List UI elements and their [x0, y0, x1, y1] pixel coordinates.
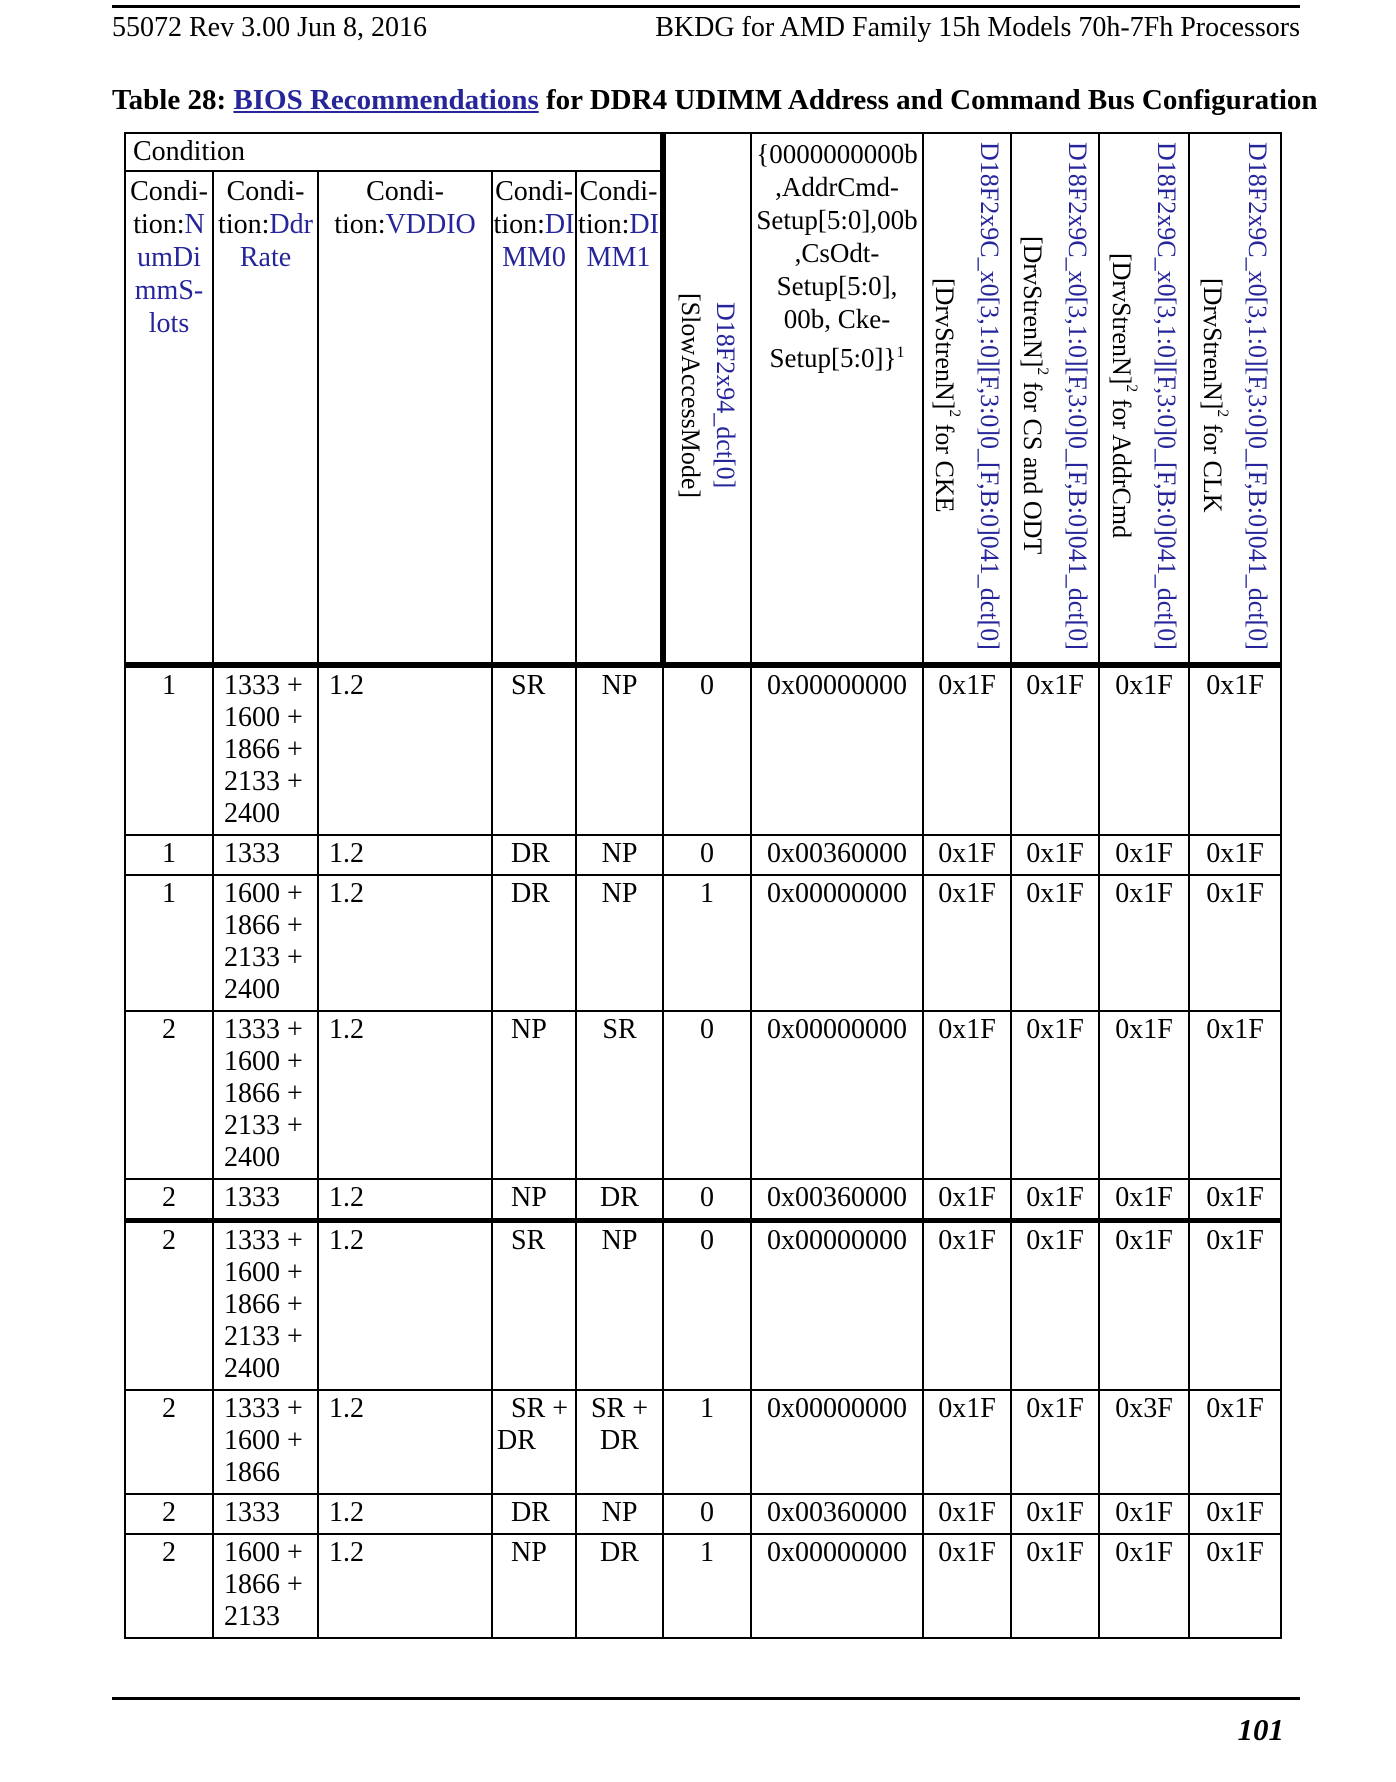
setup-line: Setup[5:0],00b — [756, 205, 918, 235]
cell-addrcmd-drvstren: 0x1F — [1099, 875, 1189, 1011]
col-header-slowaccessmode — [663, 133, 751, 665]
col-header-vddio — [318, 171, 492, 665]
cell-dimm1: NP — [576, 1494, 663, 1534]
condition-label-text: tion: — [334, 209, 386, 240]
rotated-header-text — [673, 293, 743, 498]
cell-clk-drvstren: 0x1F — [1189, 1011, 1281, 1179]
cell-addrcmdsetup-value: 0x00000000 — [751, 1221, 923, 1391]
table-title — [112, 84, 1318, 117]
condition-label-text: tion: — [218, 209, 270, 240]
cell-numdimmslots: 2 — [125, 1179, 213, 1221]
cell-cs-odt-drvstren: 0x1F — [1011, 665, 1099, 835]
cell-cke-drvstren: 0x1F — [923, 1534, 1011, 1638]
condition-label-text: Condi- — [366, 176, 444, 207]
cell-cs-odt-drvstren: 0x1F — [1011, 1390, 1099, 1494]
cell-addrcmdsetup-value: 0x00360000 — [751, 1494, 923, 1534]
table-row — [125, 1221, 1281, 1391]
table-row — [125, 1494, 1281, 1534]
cell-cs-odt-drvstren: 0x1F — [1011, 1534, 1099, 1638]
condition-term-link[interactable]: Ddr — [269, 209, 313, 240]
cell-clk-drvstren: 0x1F — [1189, 835, 1281, 875]
condition-term-link[interactable]: MM1 — [586, 242, 651, 273]
cell-dimm1: NP — [576, 835, 663, 875]
table-28 — [124, 132, 1282, 1639]
table-row — [125, 1011, 1281, 1179]
rotated-header-text — [1104, 142, 1184, 650]
cell-vddio: 1.2 — [318, 1221, 492, 1391]
running-header — [112, 11, 1300, 45]
cell-numdimmslots: 2 — [125, 1534, 213, 1638]
cell-dimm0: NP — [492, 1534, 576, 1638]
condition-label-text: Condi- — [495, 176, 573, 207]
condition-label-text: Condi- — [579, 176, 658, 207]
cell-dimm0: SR + DR — [492, 1390, 576, 1494]
table-row — [125, 875, 1281, 1011]
cell-slowaccessmode: 1 — [663, 875, 751, 1011]
cell-vddio: 1.2 — [318, 665, 492, 835]
cell-cs-odt-drvstren: 0x1F — [1011, 875, 1099, 1011]
cell-ddrrate: 1333 + 1600 + 1866 + 2133 + 2400 — [213, 1221, 318, 1391]
condition-term-link[interactable]: N — [184, 209, 205, 240]
cell-clk-drvstren: 0x1F — [1189, 1221, 1281, 1391]
cell-ddrrate: 1600 + 1866 + 2133 — [213, 1534, 318, 1638]
cell-dimm0: DR — [492, 1494, 576, 1534]
cell-addrcmdsetup-value: 0x00360000 — [751, 1179, 923, 1221]
cell-dimm1: NP — [576, 875, 663, 1011]
cell-dimm1: NP — [576, 1221, 663, 1391]
cell-addrcmdsetup-value: 0x00000000 — [751, 1534, 923, 1638]
col-header-drvstren-addrcmd — [1099, 133, 1189, 665]
cell-clk-drvstren: 0x1F — [1189, 1390, 1281, 1494]
col-header-drvstren-clk — [1189, 133, 1281, 665]
cell-dimm0: SR — [492, 665, 576, 835]
field-label: [DrvStrenN]$^2$ for CS and ODT — [1018, 236, 1051, 555]
header-rule — [112, 5, 1300, 8]
cell-dimm0: DR — [492, 875, 576, 1011]
cell-clk-drvstren: 0x1F — [1189, 1494, 1281, 1534]
condition-term-link[interactable]: umDi — [137, 242, 201, 273]
cell-addrcmdsetup-value: 0x00000000 — [751, 1011, 923, 1179]
cell-dimm0: DR — [492, 835, 576, 875]
cell-slowaccessmode: 0 — [663, 1494, 751, 1534]
cell-dimm1: DR — [576, 1179, 663, 1221]
cell-slowaccessmode: 0 — [663, 1011, 751, 1179]
cell-cke-drvstren: 0x1F — [923, 875, 1011, 1011]
cell-cke-drvstren: 0x1F — [923, 1179, 1011, 1221]
condition-term-link[interactable]: DI — [544, 209, 575, 240]
cell-cs-odt-drvstren: 0x1F — [1011, 1494, 1099, 1534]
cell-ddrrate: 1333 — [213, 1494, 318, 1534]
cell-numdimmslots: 1 — [125, 835, 213, 875]
register-link[interactable]: D18F2x9C_x0[3,1:0][F,3:0]0_[F,B:0]041_dct[0] — [1242, 141, 1272, 650]
cell-cs-odt-drvstren: 0x1F — [1011, 1011, 1099, 1179]
footnote-ref: 2 — [945, 409, 963, 418]
cell-addrcmd-drvstren: 0x1F — [1099, 1494, 1189, 1534]
cell-cs-odt-drvstren: 0x1F — [1011, 835, 1099, 875]
cell-cke-drvstren: 0x1F — [923, 1390, 1011, 1494]
table-title-prefix: Table 28: — [112, 84, 234, 116]
cell-addrcmd-drvstren: 0x1F — [1099, 1221, 1189, 1391]
table-row — [125, 1534, 1281, 1638]
cell-numdimmslots: 1 — [125, 665, 213, 835]
col-header-dimm1 — [576, 171, 663, 665]
cell-vddio: 1.2 — [318, 1011, 492, 1179]
footnote-ref: 2 — [1033, 367, 1051, 376]
cell-numdimmslots: 2 — [125, 1011, 213, 1179]
cell-slowaccessmode: 1 — [663, 1390, 751, 1494]
cell-dimm0: NP — [492, 1011, 576, 1179]
footer-rule — [112, 1697, 1300, 1700]
cell-numdimmslots: 2 — [125, 1494, 213, 1534]
setup-line: Setup[5:0], — [776, 271, 898, 301]
page-number: 101 — [1237, 1712, 1284, 1747]
cell-numdimmslots: 2 — [125, 1221, 213, 1391]
register-link[interactable]: D18F2x9C_x0[3,1:0][F,3:0]0_[F,B:0]041_dct[0] — [974, 141, 1004, 650]
header-row-condition — [125, 133, 1281, 171]
condition-label-text: tion: — [493, 209, 545, 240]
cell-slowaccessmode: 0 — [663, 665, 751, 835]
setup-line: ,CsOdt- — [794, 238, 880, 268]
setup-line: Setup[5:0]} — [769, 343, 897, 373]
cell-addrcmdsetup-value: 0x00000000 — [751, 1390, 923, 1494]
field-label: [DrvStrenN]$^2$ for CLK — [1198, 278, 1231, 513]
cell-addrcmd-drvstren: 0x1F — [1099, 1011, 1189, 1179]
bios-recommendations-link[interactable]: BIOS Recommendations — [233, 84, 539, 116]
condition-term-link[interactable]: lots — [148, 308, 190, 339]
condition-term-link[interactable]: mmS- — [134, 275, 204, 306]
doc-title: BKDG for AMD Family 15h Models 70h-7Fh Processors — [655, 12, 1300, 43]
cell-dimm0: NP — [492, 1179, 576, 1221]
cell-numdimmslots: 1 — [125, 875, 213, 1011]
setup-line: 00b, Cke- — [783, 304, 891, 334]
cell-cke-drvstren: 0x1F — [923, 1011, 1011, 1179]
rotated-header-text — [1195, 142, 1275, 650]
cell-cs-odt-drvstren: 0x1F — [1011, 1221, 1099, 1391]
cell-vddio: 1.2 — [318, 835, 492, 875]
condition-term-link[interactable]: Rate — [239, 242, 292, 273]
cell-dimm1: SR + DR — [576, 1390, 663, 1494]
cell-dimm0: SR — [492, 1221, 576, 1391]
col-header-drvstren-cke — [923, 133, 1011, 665]
col-header-ddrrate — [213, 171, 318, 665]
cell-ddrrate: 1600 + 1866 + 2133 + 2400 — [213, 875, 318, 1011]
rotated-header-text — [927, 142, 1007, 650]
table-row — [125, 1390, 1281, 1494]
cell-ddrrate: 1333 — [213, 835, 318, 875]
cell-addrcmd-drvstren: 0x1F — [1099, 1179, 1189, 1221]
col-header-numdimmslots — [125, 171, 213, 665]
cell-vddio: 1.2 — [318, 1534, 492, 1638]
cell-vddio: 1.2 — [318, 1494, 492, 1534]
setup-line: {0000000000b — [756, 139, 918, 169]
condition-term-link[interactable]: DI — [629, 209, 659, 240]
cell-slowaccessmode: 0 — [663, 1221, 751, 1391]
cell-addrcmdsetup-value: 0x00000000 — [751, 665, 923, 835]
cell-ddrrate: 1333 — [213, 1179, 318, 1221]
footnote-ref: 1 — [896, 343, 905, 361]
cell-clk-drvstren: 0x1F — [1189, 1179, 1281, 1221]
table-row — [125, 665, 1281, 835]
cell-addrcmd-drvstren: 0x3F — [1099, 1390, 1189, 1494]
cell-vddio: 1.2 — [318, 875, 492, 1011]
cell-vddio: 1.2 — [318, 1179, 492, 1221]
cell-ddrrate: 1333 + 1600 + 1866 + 2133 + 2400 — [213, 1011, 318, 1179]
doc-revision: 55072 Rev 3.00 Jun 8, 2016 — [112, 12, 427, 43]
cell-cs-odt-drvstren: 0x1F — [1011, 1179, 1099, 1221]
cell-ddrrate: 1333 + 1600 + 1866 + 2133 + 2400 — [213, 665, 318, 835]
cell-addrcmdsetup-value: 0x00360000 — [751, 835, 923, 875]
cell-slowaccessmode: 0 — [663, 835, 751, 875]
setup-line: ,AddrCmd- — [775, 172, 899, 202]
footnote-ref: 2 — [1213, 409, 1231, 418]
condition-label-text: tion: — [578, 209, 630, 240]
cell-cke-drvstren: 0x1F — [923, 1221, 1011, 1391]
cell-cke-drvstren: 0x1F — [923, 1494, 1011, 1534]
col-header-drvstren-cs-odt — [1011, 133, 1099, 665]
condition-label-text: tion: — [133, 209, 185, 240]
cell-vddio: 1.2 — [318, 1390, 492, 1494]
field-label: [DrvStrenN]$^2$ for AddrCmd — [1107, 252, 1140, 539]
footnote-ref: 2 — [1122, 384, 1140, 393]
cell-clk-drvstren: 0x1F — [1189, 875, 1281, 1011]
cell-cke-drvstren: 0x1F — [923, 835, 1011, 875]
register-link[interactable]: D18F2x94_dct[0] — [711, 302, 740, 489]
rotated-header-text — [1015, 142, 1095, 650]
table-row — [125, 835, 1281, 875]
col-header-addrcmdsetup — [751, 133, 923, 665]
cell-addrcmdsetup-value: 0x00000000 — [751, 875, 923, 1011]
register-link[interactable]: D18F2x9C_x0[3,1:0][F,3:0]0_[F,B:0]041_dct[0] — [1062, 141, 1092, 650]
cell-slowaccessmode: 0 — [663, 1179, 751, 1221]
cell-dimm1: SR — [576, 1011, 663, 1179]
cell-addrcmd-drvstren: 0x1F — [1099, 665, 1189, 835]
cell-slowaccessmode: 1 — [663, 1534, 751, 1638]
table-row — [125, 1179, 1281, 1221]
cell-clk-drvstren: 0x1F — [1189, 665, 1281, 835]
cell-cke-drvstren: 0x1F — [923, 665, 1011, 835]
cell-addrcmd-drvstren: 0x1F — [1099, 835, 1189, 875]
table-title-suffix: for DDR4 UDIMM Address and Command Bus Configuration — [538, 84, 1318, 116]
condition-term-link[interactable]: MM0 — [502, 242, 566, 273]
condition-group-header: Condition — [125, 133, 663, 171]
field-label: [DrvStrenN]$^2$ for CKE — [930, 278, 963, 513]
condition-label-text: Condi- — [226, 176, 305, 207]
field-label: [SlowAccessMode] — [676, 292, 705, 499]
cell-dimm1: DR — [576, 1534, 663, 1638]
col-header-dimm0 — [492, 171, 576, 665]
register-link[interactable]: D18F2x9C_x0[3,1:0][F,3:0]0_[F,B:0]041_dct[0] — [1151, 141, 1181, 650]
cell-numdimmslots: 2 — [125, 1390, 213, 1494]
condition-label-text: Condi- — [130, 176, 208, 207]
cell-addrcmd-drvstren: 0x1F — [1099, 1534, 1189, 1638]
cell-clk-drvstren: 0x1F — [1189, 1534, 1281, 1638]
cell-dimm1: NP — [576, 665, 663, 835]
cell-ddrrate: 1333 + 1600 + 1866 — [213, 1390, 318, 1494]
condition-term-link[interactable]: VDDIO — [385, 209, 476, 240]
